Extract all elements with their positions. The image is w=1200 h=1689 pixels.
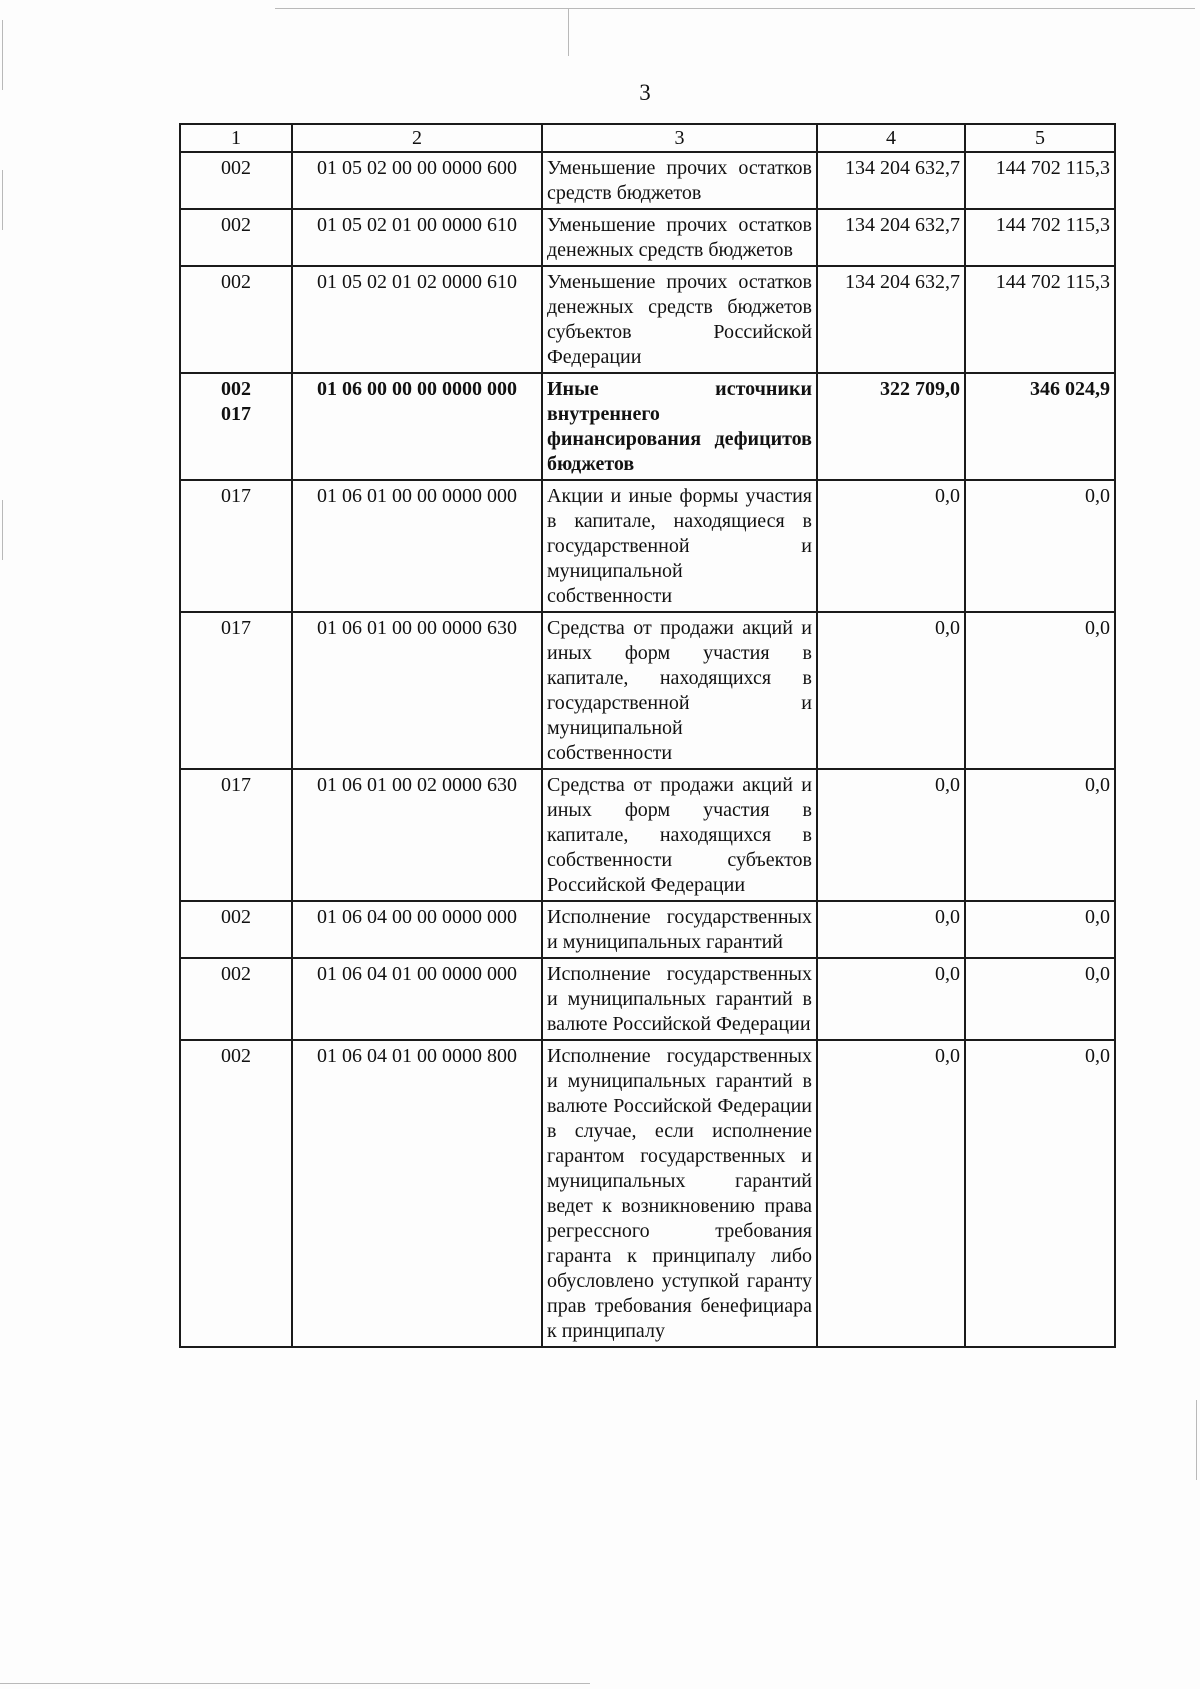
admin-code-cell <box>180 769 292 901</box>
admin-code: 017 <box>221 617 251 639</box>
source-name: Исполнение государственных и муниципальных гарантий <box>542 901 817 958</box>
amount-column-5: 346 024,9 <box>965 373 1115 480</box>
column-header-3: 3 <box>542 124 817 152</box>
amount-column-5: 144 702 115,3 <box>965 152 1115 209</box>
admin-code: 002 <box>221 1045 251 1067</box>
table-row <box>180 373 1115 480</box>
source-name: Уменьшение прочих остатков денежных средств бюджетов субъектов Российской Федерации <box>542 266 817 373</box>
table-row <box>180 958 1115 1040</box>
budget-classification-code: 01 05 02 01 02 0000 610 <box>292 266 542 373</box>
source-name: Средства от продажи акций и иных форм участия в капитале, находящихся в собственности субъектов Российской Федерации <box>542 769 817 901</box>
amount-column-4: 134 204 632,7 <box>817 266 965 373</box>
budget-classification-code: 01 06 04 00 00 0000 000 <box>292 901 542 958</box>
admin-code-cell <box>180 1040 292 1347</box>
scan-artifact-right-edge <box>1196 1400 1197 1480</box>
source-name: Акции и иные формы участия в капитале, находящиеся в государственной и муниципальной собственности <box>542 480 817 612</box>
scan-artifact-left-edge-2 <box>2 170 3 230</box>
admin-code: 002 <box>221 963 251 985</box>
scan-artifact-bottom-line <box>0 1683 590 1684</box>
admin-code: 002 <box>221 157 251 179</box>
scan-artifact-top-line <box>275 8 1195 9</box>
admin-code: 017 <box>221 774 251 796</box>
admin-code: 017 <box>221 403 251 425</box>
column-header-5: 5 <box>965 124 1115 152</box>
scan-artifact-top-tick <box>568 8 569 56</box>
amount-column-4: 0,0 <box>817 1040 965 1347</box>
admin-code-cell <box>180 612 292 769</box>
table-row <box>180 901 1115 958</box>
amount-column-5: 0,0 <box>965 958 1115 1040</box>
amount-column-4: 134 204 632,7 <box>817 209 965 266</box>
admin-code-cell <box>180 266 292 373</box>
amount-column-4: 0,0 <box>817 769 965 901</box>
admin-code: 002 <box>221 271 251 293</box>
admin-code: 017 <box>221 485 251 507</box>
admin-code-cell <box>180 373 292 480</box>
budget-classification-code: 01 06 04 01 00 0000 000 <box>292 958 542 1040</box>
admin-code-cell <box>180 901 292 958</box>
table-row <box>180 209 1115 266</box>
amount-column-4: 0,0 <box>817 480 965 612</box>
admin-code-cell <box>180 958 292 1040</box>
column-header-4: 4 <box>817 124 965 152</box>
amount-column-5: 0,0 <box>965 612 1115 769</box>
amount-column-5: 144 702 115,3 <box>965 266 1115 373</box>
admin-code: 002 <box>221 906 251 928</box>
admin-code-cell <box>180 480 292 612</box>
source-name: Иные источники внутреннего финансирования дефицитов бюджетов <box>542 373 817 480</box>
source-name: Исполнение государственных и муниципальных гарантий в валюте Российской Федерации <box>542 958 817 1040</box>
budget-classification-code: 01 06 00 00 00 0000 000 <box>292 373 542 480</box>
budget-classification-code: 01 05 02 01 00 0000 610 <box>292 209 542 266</box>
amount-column-5: 0,0 <box>965 1040 1115 1347</box>
amount-column-5: 144 702 115,3 <box>965 209 1115 266</box>
budget-classification-code: 01 06 01 00 02 0000 630 <box>292 769 542 901</box>
table-row <box>180 152 1115 209</box>
admin-code-cell <box>180 209 292 266</box>
table-row <box>180 1040 1115 1347</box>
table-row <box>180 266 1115 373</box>
amount-column-4: 134 204 632,7 <box>817 152 965 209</box>
column-header-2: 2 <box>292 124 542 152</box>
table-body <box>180 152 1115 1347</box>
amount-column-4: 0,0 <box>817 901 965 958</box>
amount-column-5: 0,0 <box>965 480 1115 612</box>
table-row <box>180 769 1115 901</box>
budget-classification-code: 01 06 04 01 00 0000 800 <box>292 1040 542 1347</box>
admin-code: 002 <box>221 214 251 236</box>
amount-column-4: 322 709,0 <box>817 373 965 480</box>
source-name: Средства от продажи акций и иных форм участия в капитале, находящихся в государственной и муниципальной собственности <box>542 612 817 769</box>
budget-sources-table <box>179 123 1116 1348</box>
budget-classification-code: 01 06 01 00 00 0000 000 <box>292 480 542 612</box>
source-name: Исполнение государственных и муниципальных гарантий в валюте Российской Федерации в случае, если исполнение гарантом государственных и муниципальных гарантий ведет к возникновению права регрессного требования гаранта к принципалу либо обусловлено уступкой гаранту прав требования бенефициара к принципалу <box>542 1040 817 1347</box>
column-number-header-row <box>180 124 1115 152</box>
source-name: Уменьшение прочих остатков средств бюджетов <box>542 152 817 209</box>
amount-column-5: 0,0 <box>965 769 1115 901</box>
amount-column-4: 0,0 <box>817 612 965 769</box>
admin-code: 002 <box>221 378 251 400</box>
budget-classification-code: 01 06 01 00 00 0000 630 <box>292 612 542 769</box>
page-number: 3 <box>639 80 651 105</box>
admin-code-cell <box>180 152 292 209</box>
budget-classification-code: 01 05 02 00 00 0000 600 <box>292 152 542 209</box>
scan-artifact-left-edge-3 <box>2 500 3 560</box>
amount-column-5: 0,0 <box>965 901 1115 958</box>
table-row <box>180 480 1115 612</box>
column-header-1: 1 <box>180 124 292 152</box>
amount-column-4: 0,0 <box>817 958 965 1040</box>
table-row <box>180 612 1115 769</box>
source-name: Уменьшение прочих остатков денежных средств бюджетов <box>542 209 817 266</box>
